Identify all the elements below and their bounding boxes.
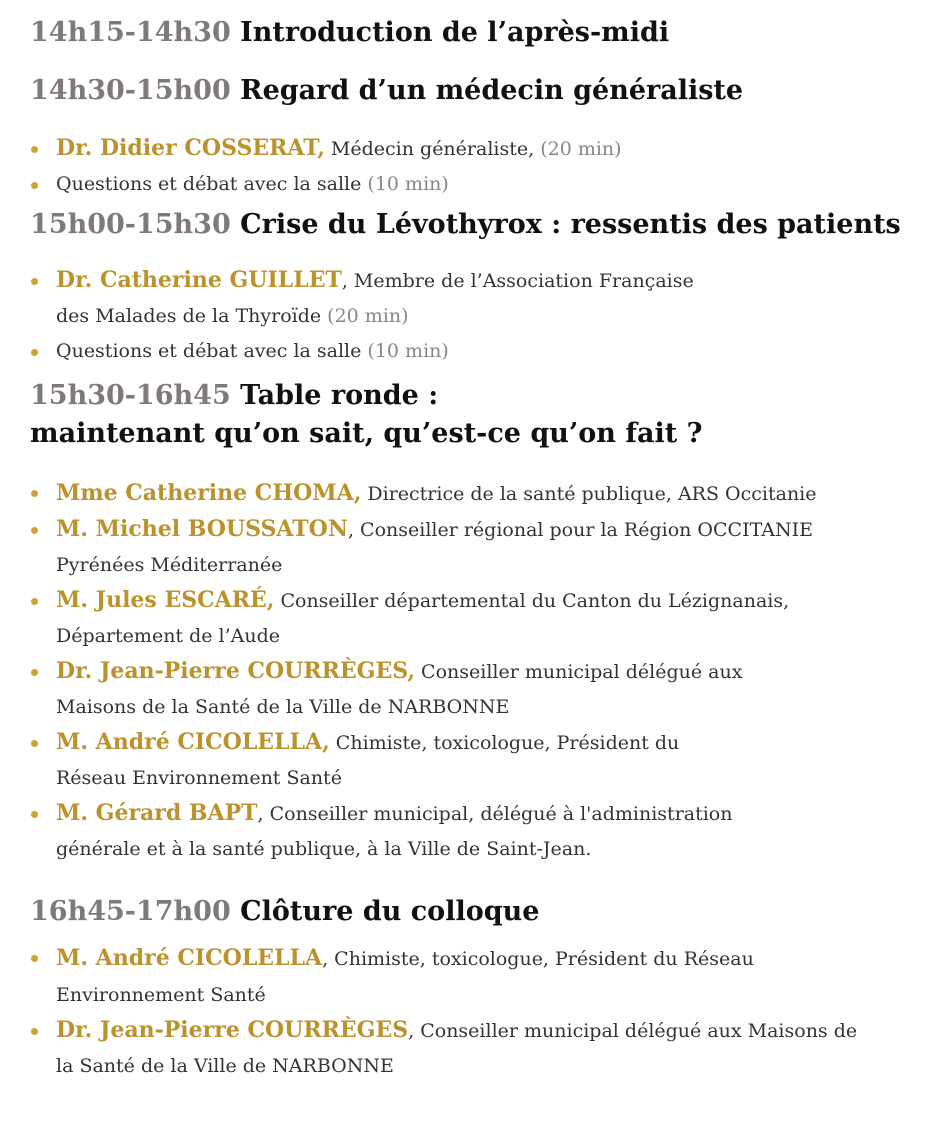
bullet-icon — [31, 811, 38, 818]
speaker-line-2 — [56, 548, 929, 583]
speaker-name: M. Jules ESCARÉ, — [56, 587, 275, 613]
speaker-line — [56, 940, 929, 977]
speaker-list — [30, 131, 929, 202]
session-introduction — [30, 14, 929, 52]
speaker-list — [30, 940, 929, 1084]
speaker-role: Directrice de la santé publique, ARS Occitanie — [361, 483, 817, 505]
speaker-item — [30, 654, 929, 725]
session-medecin-generaliste — [30, 72, 929, 202]
speaker-line — [56, 512, 929, 548]
speaker-line — [56, 263, 929, 299]
session-cloture — [30, 893, 929, 1084]
speaker-duration: (20 min) — [327, 305, 409, 327]
speaker-role-cont: générale et à la santé publique, à la Ville de Saint-Jean. — [56, 838, 592, 860]
session-title-text: Clôture du colloque — [240, 896, 540, 927]
speaker-role-cont: la Santé de la Ville de NARBONNE — [56, 1055, 394, 1077]
session-title-text: Introduction de l’après-midi — [240, 17, 670, 48]
discussion-line — [56, 167, 929, 202]
session-table-ronde — [30, 377, 929, 867]
bullet-icon — [31, 1028, 38, 1035]
session-title — [30, 14, 929, 52]
session-title — [30, 377, 929, 453]
speaker-role-cont: Maisons de la Santé de la Ville de NARBONNE — [56, 696, 510, 718]
speaker-role-cont: des Malades de la Thyroïde — [56, 305, 328, 327]
speaker-item — [30, 131, 929, 167]
bullet-icon — [31, 955, 38, 962]
speaker-line — [56, 654, 929, 690]
speaker-role: Médecin généraliste, — [324, 138, 541, 160]
discussion-item — [30, 167, 929, 202]
session-title-text: Crise du Lévothyrox : ressentis des patients — [240, 209, 901, 240]
speaker-role: , Chimiste, toxicologue, Président du Réseau — [322, 948, 754, 970]
speaker-role-cont: Réseau Environnement Santé — [56, 767, 342, 789]
session-title — [30, 206, 929, 244]
speaker-name: Dr. Catherine GUILLET — [56, 267, 342, 293]
speaker-line-2 — [56, 1049, 929, 1084]
speaker-name: M. Gérard BAPT — [56, 800, 258, 826]
speaker-role-cont: Pyrénées Méditerranée — [56, 554, 283, 576]
session-subtitle: maintenant qu’on sait, qu’est-ce qu’on fait ? — [30, 418, 703, 449]
speaker-role: , Membre de l’Association Française — [341, 270, 694, 292]
discussion-text: Questions et débat avec la salle — [56, 340, 368, 362]
speaker-role: Conseiller municipal délégué aux — [415, 661, 743, 683]
session-title — [30, 72, 929, 110]
speaker-duration: (20 min) — [540, 138, 622, 160]
session-time: 15h30-16h45 — [30, 380, 231, 411]
speaker-role: , Conseiller municipal délégué aux Maisons de — [408, 1020, 858, 1042]
speaker-role: Chimiste, toxicologue, Président du — [329, 732, 680, 754]
speaker-role: Conseiller départemental du Canton du Lézignanais, — [274, 590, 790, 612]
bullet-icon — [31, 182, 38, 189]
speaker-name: M. Michel BOUSSATON — [56, 516, 348, 542]
discussion-item — [30, 334, 929, 369]
speaker-line-2 — [56, 619, 929, 654]
session-time: 14h30-15h00 — [30, 75, 231, 106]
speaker-item — [30, 583, 929, 654]
speaker-name: M. André CICOLELLA — [56, 945, 323, 971]
speaker-name: M. André CICOLELLA, — [56, 729, 330, 755]
discussion-duration: (10 min) — [367, 173, 449, 195]
bullet-icon — [31, 669, 38, 676]
speaker-name: Dr. Jean-Pierre COURRÈGES, — [56, 658, 416, 684]
speaker-role-cont: Environnement Santé — [56, 984, 266, 1006]
speaker-line — [56, 475, 929, 512]
speaker-name: Dr. Jean-Pierre COURRÈGES — [56, 1017, 409, 1043]
session-time: 16h45-17h00 — [30, 896, 231, 927]
speaker-line-2 — [56, 977, 929, 1013]
speaker-name: Dr. Didier COSSERAT, — [56, 135, 325, 161]
speaker-list — [30, 263, 929, 369]
speaker-role: , Conseiller régional pour la Région OCCITANIE — [347, 519, 813, 541]
speaker-line-2 — [56, 690, 929, 725]
speaker-list — [30, 475, 929, 867]
speaker-line — [56, 131, 929, 167]
speaker-item — [30, 1013, 929, 1084]
speaker-name: Mme Catherine CHOMA, — [56, 480, 362, 506]
discussion-duration: (10 min) — [367, 340, 449, 362]
bullet-icon — [31, 349, 38, 356]
speaker-line-2 — [56, 832, 929, 867]
speaker-item — [30, 725, 929, 796]
speaker-line-2 — [56, 761, 929, 796]
session-title-text: Regard d’un médecin généraliste — [240, 75, 744, 106]
session-title — [30, 893, 929, 931]
bullet-icon — [31, 278, 38, 285]
session-time: 15h00-15h30 — [30, 209, 231, 240]
session-title-text: Table ronde : — [240, 380, 439, 411]
speaker-line — [56, 796, 929, 832]
speaker-line — [56, 1013, 929, 1049]
bullet-icon — [31, 490, 38, 497]
discussion-text: Questions et débat avec la salle — [56, 173, 368, 195]
bullet-icon — [31, 740, 38, 747]
speaker-line — [56, 583, 929, 619]
discussion-line — [56, 334, 929, 369]
session-levothyrox — [30, 206, 929, 369]
session-time: 14h15-14h30 — [30, 17, 231, 48]
speaker-item — [30, 796, 929, 867]
speaker-role-cont: Département de l’Aude — [56, 625, 281, 647]
speaker-line — [56, 725, 929, 761]
speaker-line-2 — [56, 299, 929, 334]
speaker-item — [30, 940, 929, 1013]
bullet-icon — [31, 598, 38, 605]
speaker-item — [30, 475, 929, 512]
bullet-icon — [31, 527, 38, 534]
bullet-icon — [31, 146, 38, 153]
speaker-item — [30, 263, 929, 334]
speaker-role: , Conseiller municipal, délégué à l'administration — [257, 803, 733, 825]
speaker-item — [30, 512, 929, 583]
